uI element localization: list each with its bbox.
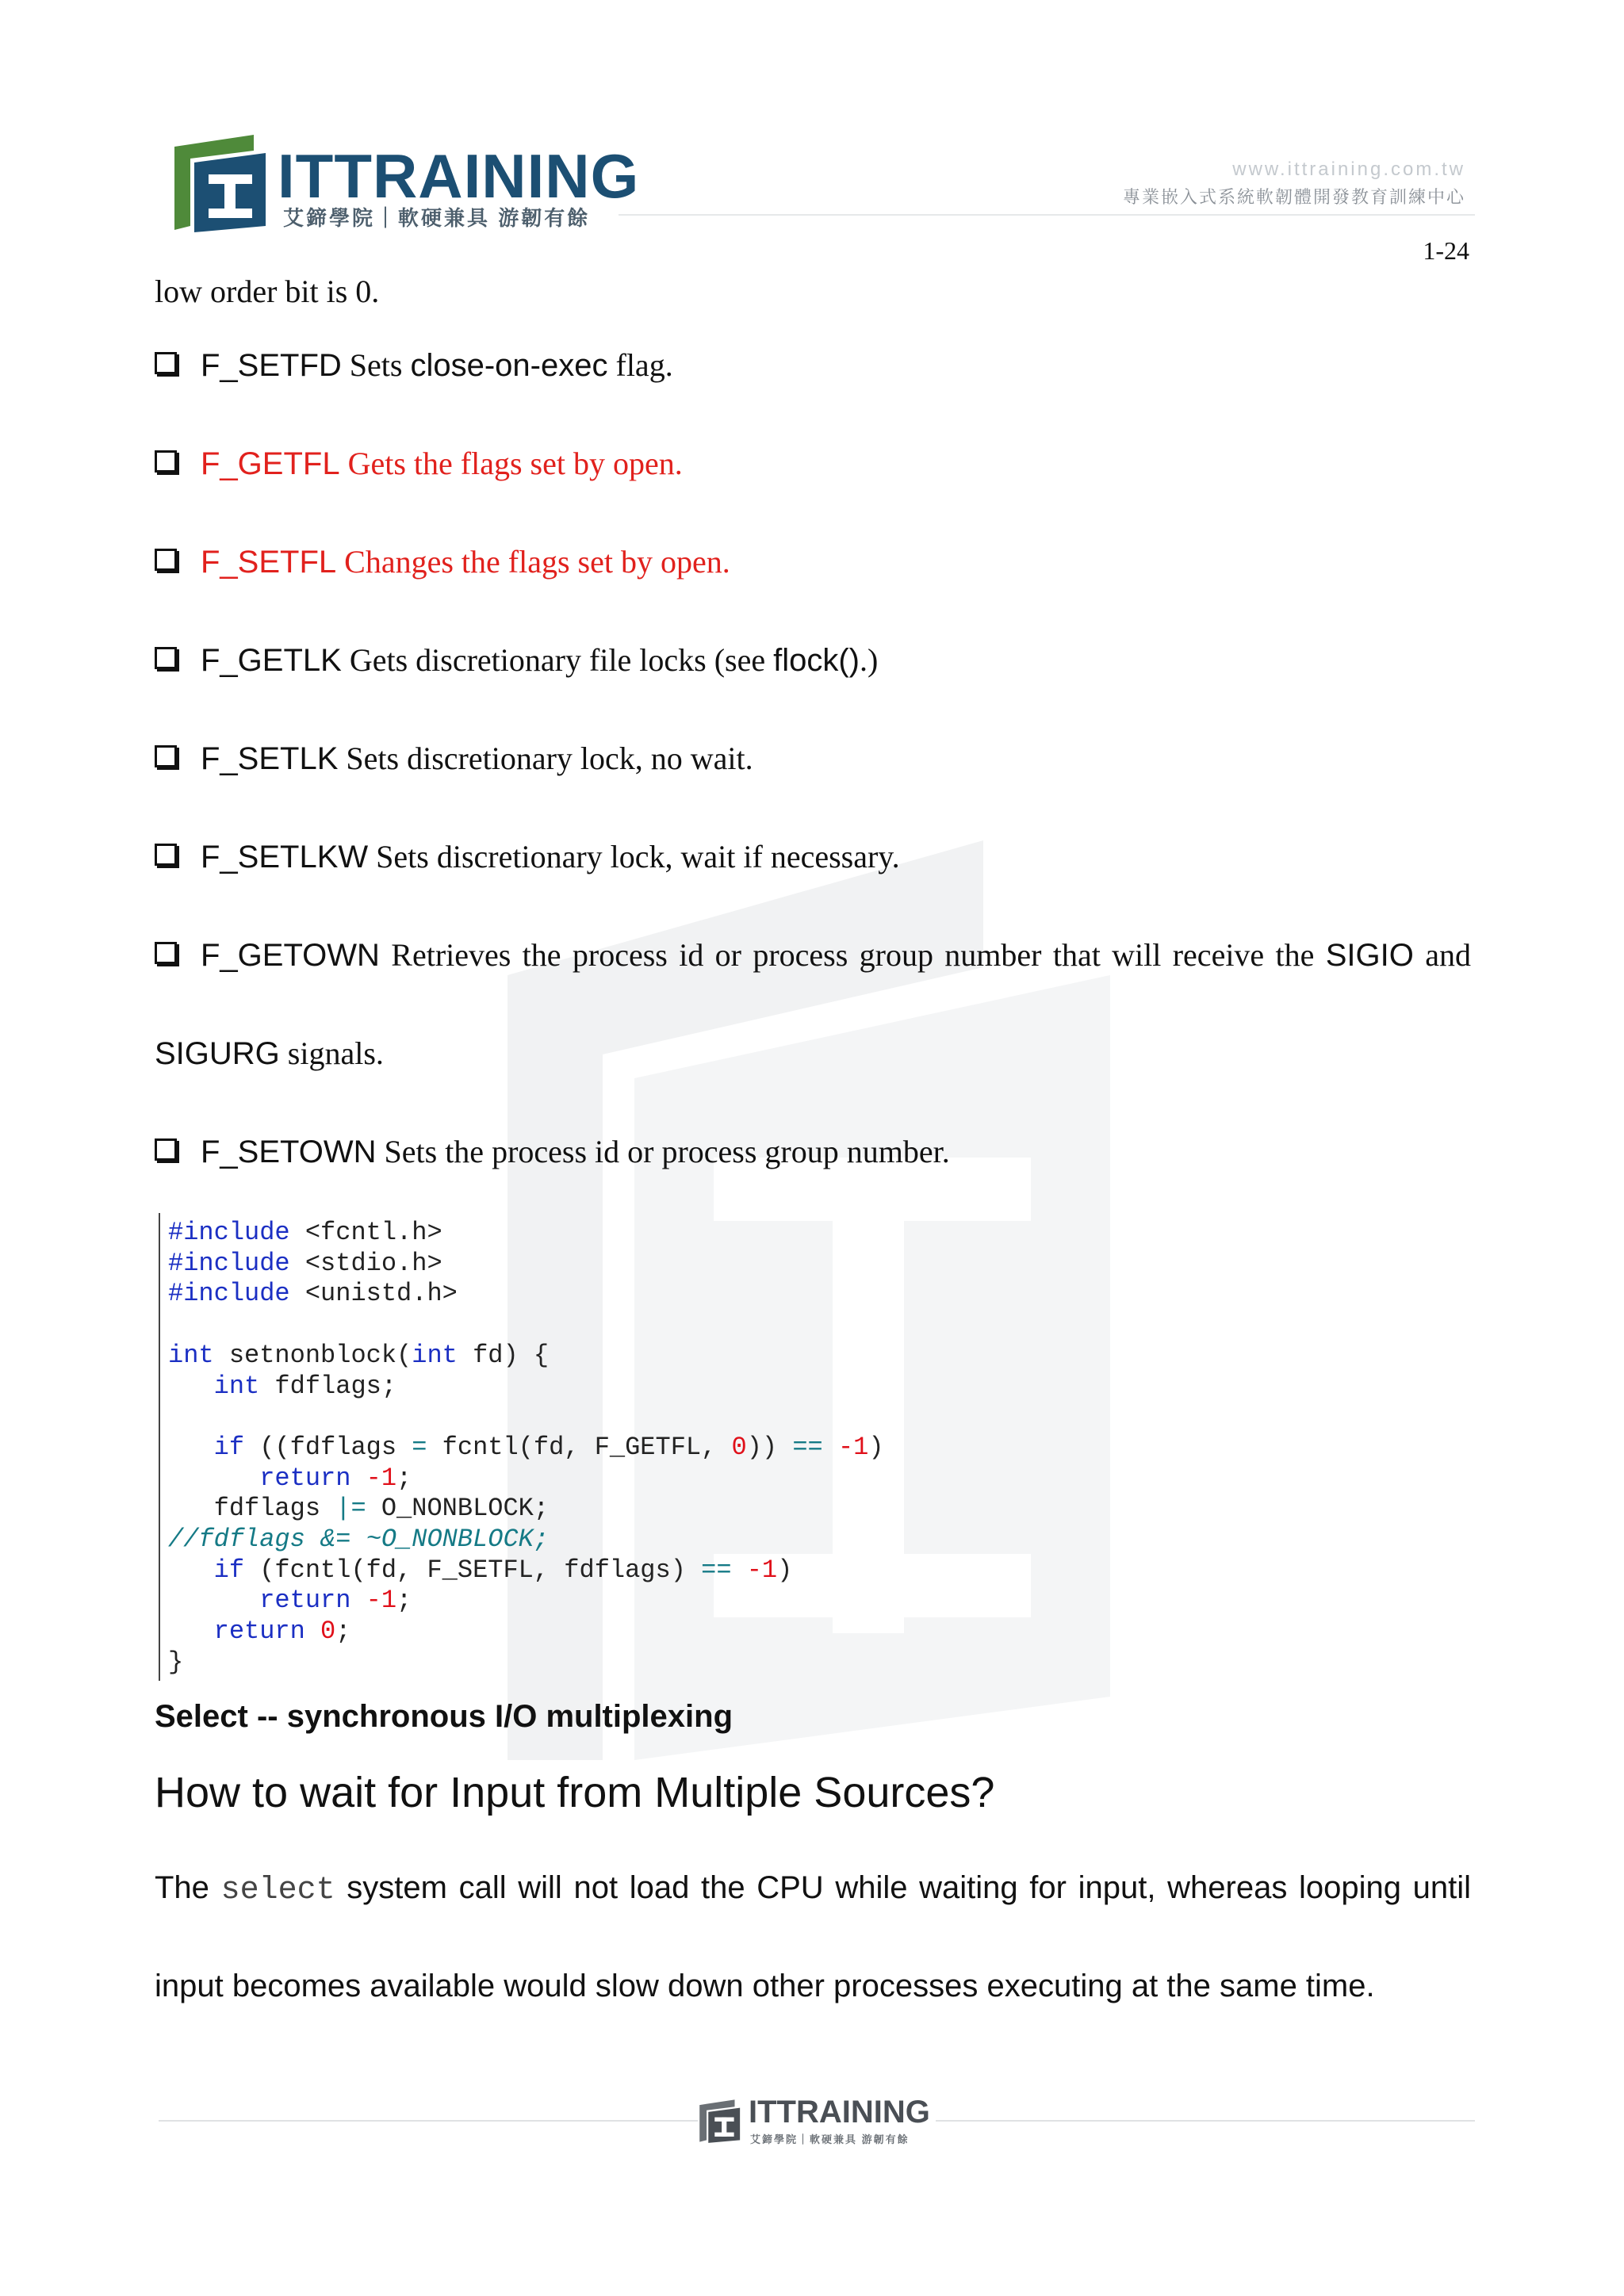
- logo-title: ITTRAINING: [278, 141, 640, 211]
- list-item: [155, 1134, 1471, 1170]
- page-number: 1-24: [1423, 236, 1469, 265]
- checkbox-bullet-icon: [155, 1138, 177, 1161]
- ittraining-logo-icon: [698, 2095, 747, 2147]
- logo-subtitle: 艾鍗學院｜軟硬兼具 游韌有餘: [283, 206, 591, 230]
- item-desc: flag.: [607, 347, 673, 383]
- inline-code: select: [220, 1873, 335, 1908]
- item-desc-term: close-on-exec: [410, 348, 608, 383]
- paragraph-line: input becomes available would slow down other processes executing at the same time.: [155, 1969, 1375, 2003]
- list-item: [155, 839, 1471, 875]
- checkbox-bullet-icon: [155, 745, 177, 767]
- list-item: [155, 937, 1471, 974]
- item-name: F_GETLK: [201, 643, 342, 678]
- header-divider: [619, 214, 1475, 216]
- continuation-text: low order bit is 0.: [155, 274, 380, 309]
- footer-logo-subtitle: 艾鍗學院｜軟硬兼具 游韌有餘: [750, 2133, 910, 2145]
- item-desc: Gets the flags set by open.: [339, 446, 683, 481]
- item-desc-term: SIGIO: [1325, 938, 1414, 973]
- footer-divider-right: [936, 2120, 1475, 2122]
- item-name: F_SETLKW: [201, 840, 369, 874]
- item-desc-term: flock(): [773, 643, 860, 678]
- list-item: [155, 446, 1471, 482]
- checkbox-bullet-icon: [155, 942, 177, 964]
- item-desc: and: [1413, 937, 1471, 973]
- header-tagline: 專業嵌入式系統軟韌體開發教育訓練中心: [1122, 187, 1465, 207]
- checkbox-bullet-icon: [155, 844, 177, 866]
- item-name: F_SETLK: [201, 741, 339, 776]
- item-desc: Changes the flags set by open.: [336, 544, 730, 580]
- code-block: #include <fcntl.h> #include <stdio.h> #include <unistd.h> int setnonblock(int fd) { int fdflags; if ((fdflags = fcntl(fd, F_GETFL, 0)) == -1) return -1; fdflags |= O_NONBLOCK; //fdflags &= ~O_NONBLOCK; if (fcntl(fd, F_SETFL, fdflags) == -1) return -1; return 0; }: [159, 1213, 1112, 1681]
- item-desc: Sets discretionary lock, wait if necessary.: [368, 839, 900, 874]
- ittraining-logo-icon: [170, 131, 282, 234]
- checkbox-bullet-icon: [155, 352, 177, 374]
- item-desc: Gets discretionary file locks (see: [341, 642, 774, 678]
- item-desc: .): [860, 642, 879, 678]
- item-name: F_SETFL: [201, 545, 337, 580]
- section-subheading: Select -- synchronous I/O multiplexing: [155, 1699, 733, 1734]
- list-item: [155, 544, 1471, 580]
- checkbox-bullet-icon: [155, 450, 177, 473]
- item-desc: Retrieves the process id or process group number that will receive the: [379, 937, 1326, 973]
- item-name: F_GETFL: [201, 446, 340, 481]
- section-heading: How to wait for Input from Multiple Sources?: [155, 1769, 995, 1816]
- footer-logo-title: ITTRAINING: [749, 2095, 930, 2130]
- list-item-continuation: [155, 1035, 1471, 1072]
- list-item: [155, 642, 1471, 679]
- footer-logo: [698, 2093, 936, 2149]
- checkbox-bullet-icon: [155, 647, 177, 669]
- item-name: F_SETOWN: [201, 1135, 377, 1169]
- item-desc: Sets the process id or process group number.: [376, 1134, 950, 1169]
- header-url: www.ittraining.com.tw: [1232, 159, 1465, 180]
- header-logo: [170, 131, 640, 234]
- paragraph-line: The select system call will not load the CPU while waiting for input, whereas looping until: [155, 1870, 1471, 1908]
- item-name: F_SETFD: [201, 348, 342, 383]
- item-desc: Sets discretionary lock, no wait.: [338, 740, 753, 776]
- list-item: [155, 740, 1471, 777]
- list-item: [155, 347, 1471, 384]
- checkbox-bullet-icon: [155, 549, 177, 571]
- item-desc-term: SIGURG: [155, 1036, 280, 1071]
- item-desc: signals.: [279, 1035, 384, 1071]
- footer-divider-left: [159, 2120, 698, 2122]
- item-name: F_GETOWN: [201, 938, 380, 973]
- item-desc: Sets: [341, 347, 411, 383]
